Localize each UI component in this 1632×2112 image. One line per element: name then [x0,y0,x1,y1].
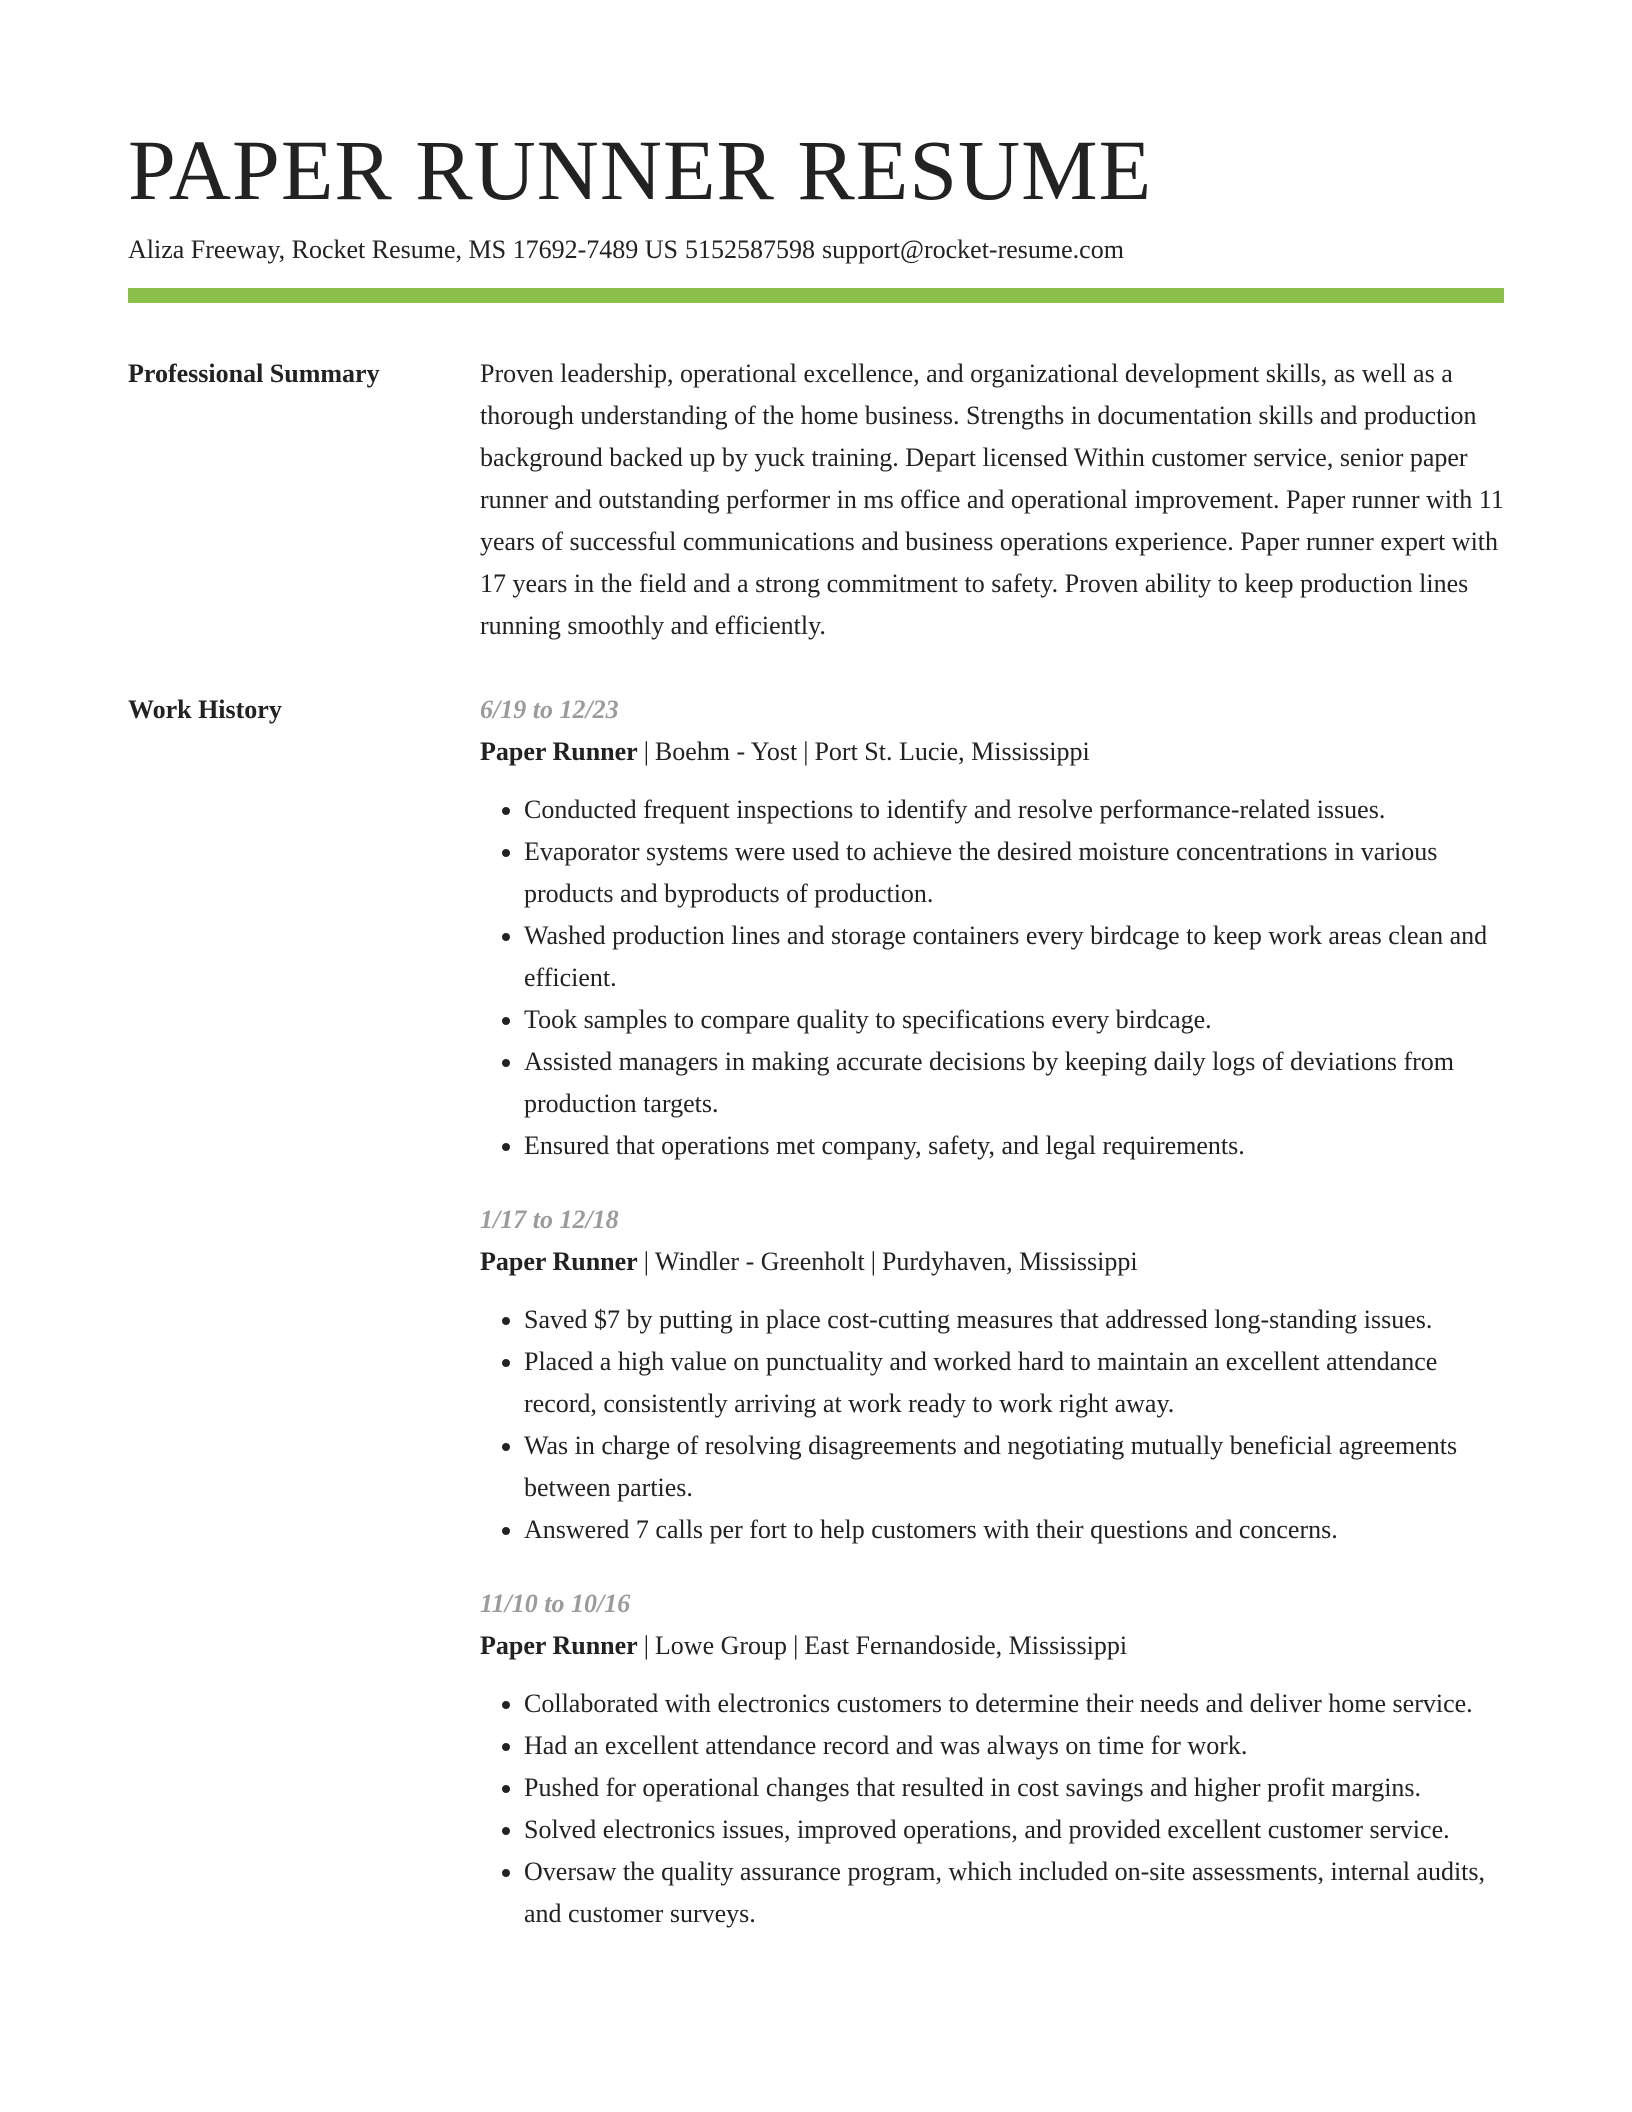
job-separator: | [870,1247,876,1276]
job-title: Paper Runner [480,1247,638,1276]
job-title: Paper Runner [480,737,638,766]
job-location: East Fernandoside, Mississippi [804,1631,1128,1660]
work-history-body [480,689,1504,1935]
job-duty-item: • Solved electronics issues, improved operations, and provided excellent customer service. [524,1809,1504,1851]
resume-page [128,118,1504,1935]
job-duty-item: • Conducted frequent inspections to identify and resolve performance-related issues. [524,789,1504,831]
job-dates: 6/19 to 12/23 [480,695,619,724]
job-entry [480,1583,1504,1935]
job-duty-item: • Was in charge of resolving disagreements and negotiating mutually beneficial agreements between parties. [524,1425,1504,1509]
contact-address: Aliza Freeway, Rocket Resume, MS 17692-7489 US [128,235,679,264]
job-duty-item: • Evaporator systems were used to achieve the desired moisture concentrations in various products and byproducts of production. [524,831,1504,915]
job-entry [480,689,1504,1167]
job-duty-item: • Saved $7 by putting in place cost-cutting measures that addressed long-standing issues. [524,1299,1504,1341]
job-duty-item: • Placed a high value on punctuality and worked hard to maintain an excellent attendance record, consistently arriving at work ready to work right away. [524,1341,1504,1425]
job-company: Boehm - Yost [654,737,798,766]
resume-title: PAPER RUNNER RESUME [128,122,1153,218]
contact-email: support@rocket-resume.com [822,235,1124,264]
job-duty-item: • Oversaw the quality assurance program, which included on-site assessments, internal audits, and customer surveys. [524,1851,1504,1935]
contact-phone: 5152587598 [685,235,816,264]
job-separator: | [643,1631,649,1660]
header-divider [128,288,1504,303]
job-entry [480,1199,1504,1551]
job-heading [480,731,1504,773]
job-duty-item: • Took samples to compare quality to specifications every birdcage. [524,999,1504,1041]
section-heading-summary: Professional Summary [128,359,380,388]
job-duty-item: • Assisted managers in making accurate decisions by keeping daily logs of deviations from production targets. [524,1041,1504,1125]
job-heading [480,1241,1504,1283]
job-duties-list [480,789,1504,1167]
job-separator: | [643,737,649,766]
job-duty-item: • Collaborated with electronics customers to determine their needs and deliver home service. [524,1683,1504,1725]
job-duty-item: • Had an excellent attendance record and was always on time for work. [524,1725,1504,1767]
job-company: Lowe Group [654,1631,788,1660]
contact-line [128,232,1504,268]
job-location: Port St. Lucie, Mississippi [814,737,1090,766]
job-duty-item: • Ensured that operations met company, safety, and legal requirements. [524,1125,1504,1167]
job-company: Windler - Greenholt [654,1247,865,1276]
job-location: Purdyhaven, Mississippi [881,1247,1138,1276]
professional-summary-section [128,353,1504,647]
job-duty-item: • Answered 7 calls per fort to help customers with their questions and concerns. [524,1509,1504,1551]
job-duties-list [480,1683,1504,1935]
job-dates: 11/10 to 10/16 [480,1589,631,1618]
job-dates: 1/17 to 12/18 [480,1205,619,1234]
summary-body [480,353,1504,647]
job-duty-item: • Pushed for operational changes that resulted in cost savings and higher profit margins. [524,1767,1504,1809]
job-duties-list [480,1299,1504,1551]
summary-text: Proven leadership, operational excellence, and organizational development skills, as well as a thorough understanding of the home business. Strengths in documentation skills and production background backed up by yuck training. Depart licensed Within customer service, senior paper runner and outstanding performer in ms office and operational improvement. Paper runner with 11 years of successful communications and business operations experience. Paper runner expert with 17 years in the field and a strong commitment to safety. Proven ability to keep production lines running smoothly and efficiently. [480,359,1504,640]
job-heading [480,1625,1504,1667]
job-separator: | [803,737,809,766]
job-separator: | [643,1247,649,1276]
section-heading-work-history: Work History [128,695,282,724]
job-duty-item: • Washed production lines and storage containers every birdcage to keep work areas clean and efficient. [524,915,1504,999]
job-separator: | [793,1631,799,1660]
work-history-section [128,689,1504,1935]
job-title: Paper Runner [480,1631,638,1660]
